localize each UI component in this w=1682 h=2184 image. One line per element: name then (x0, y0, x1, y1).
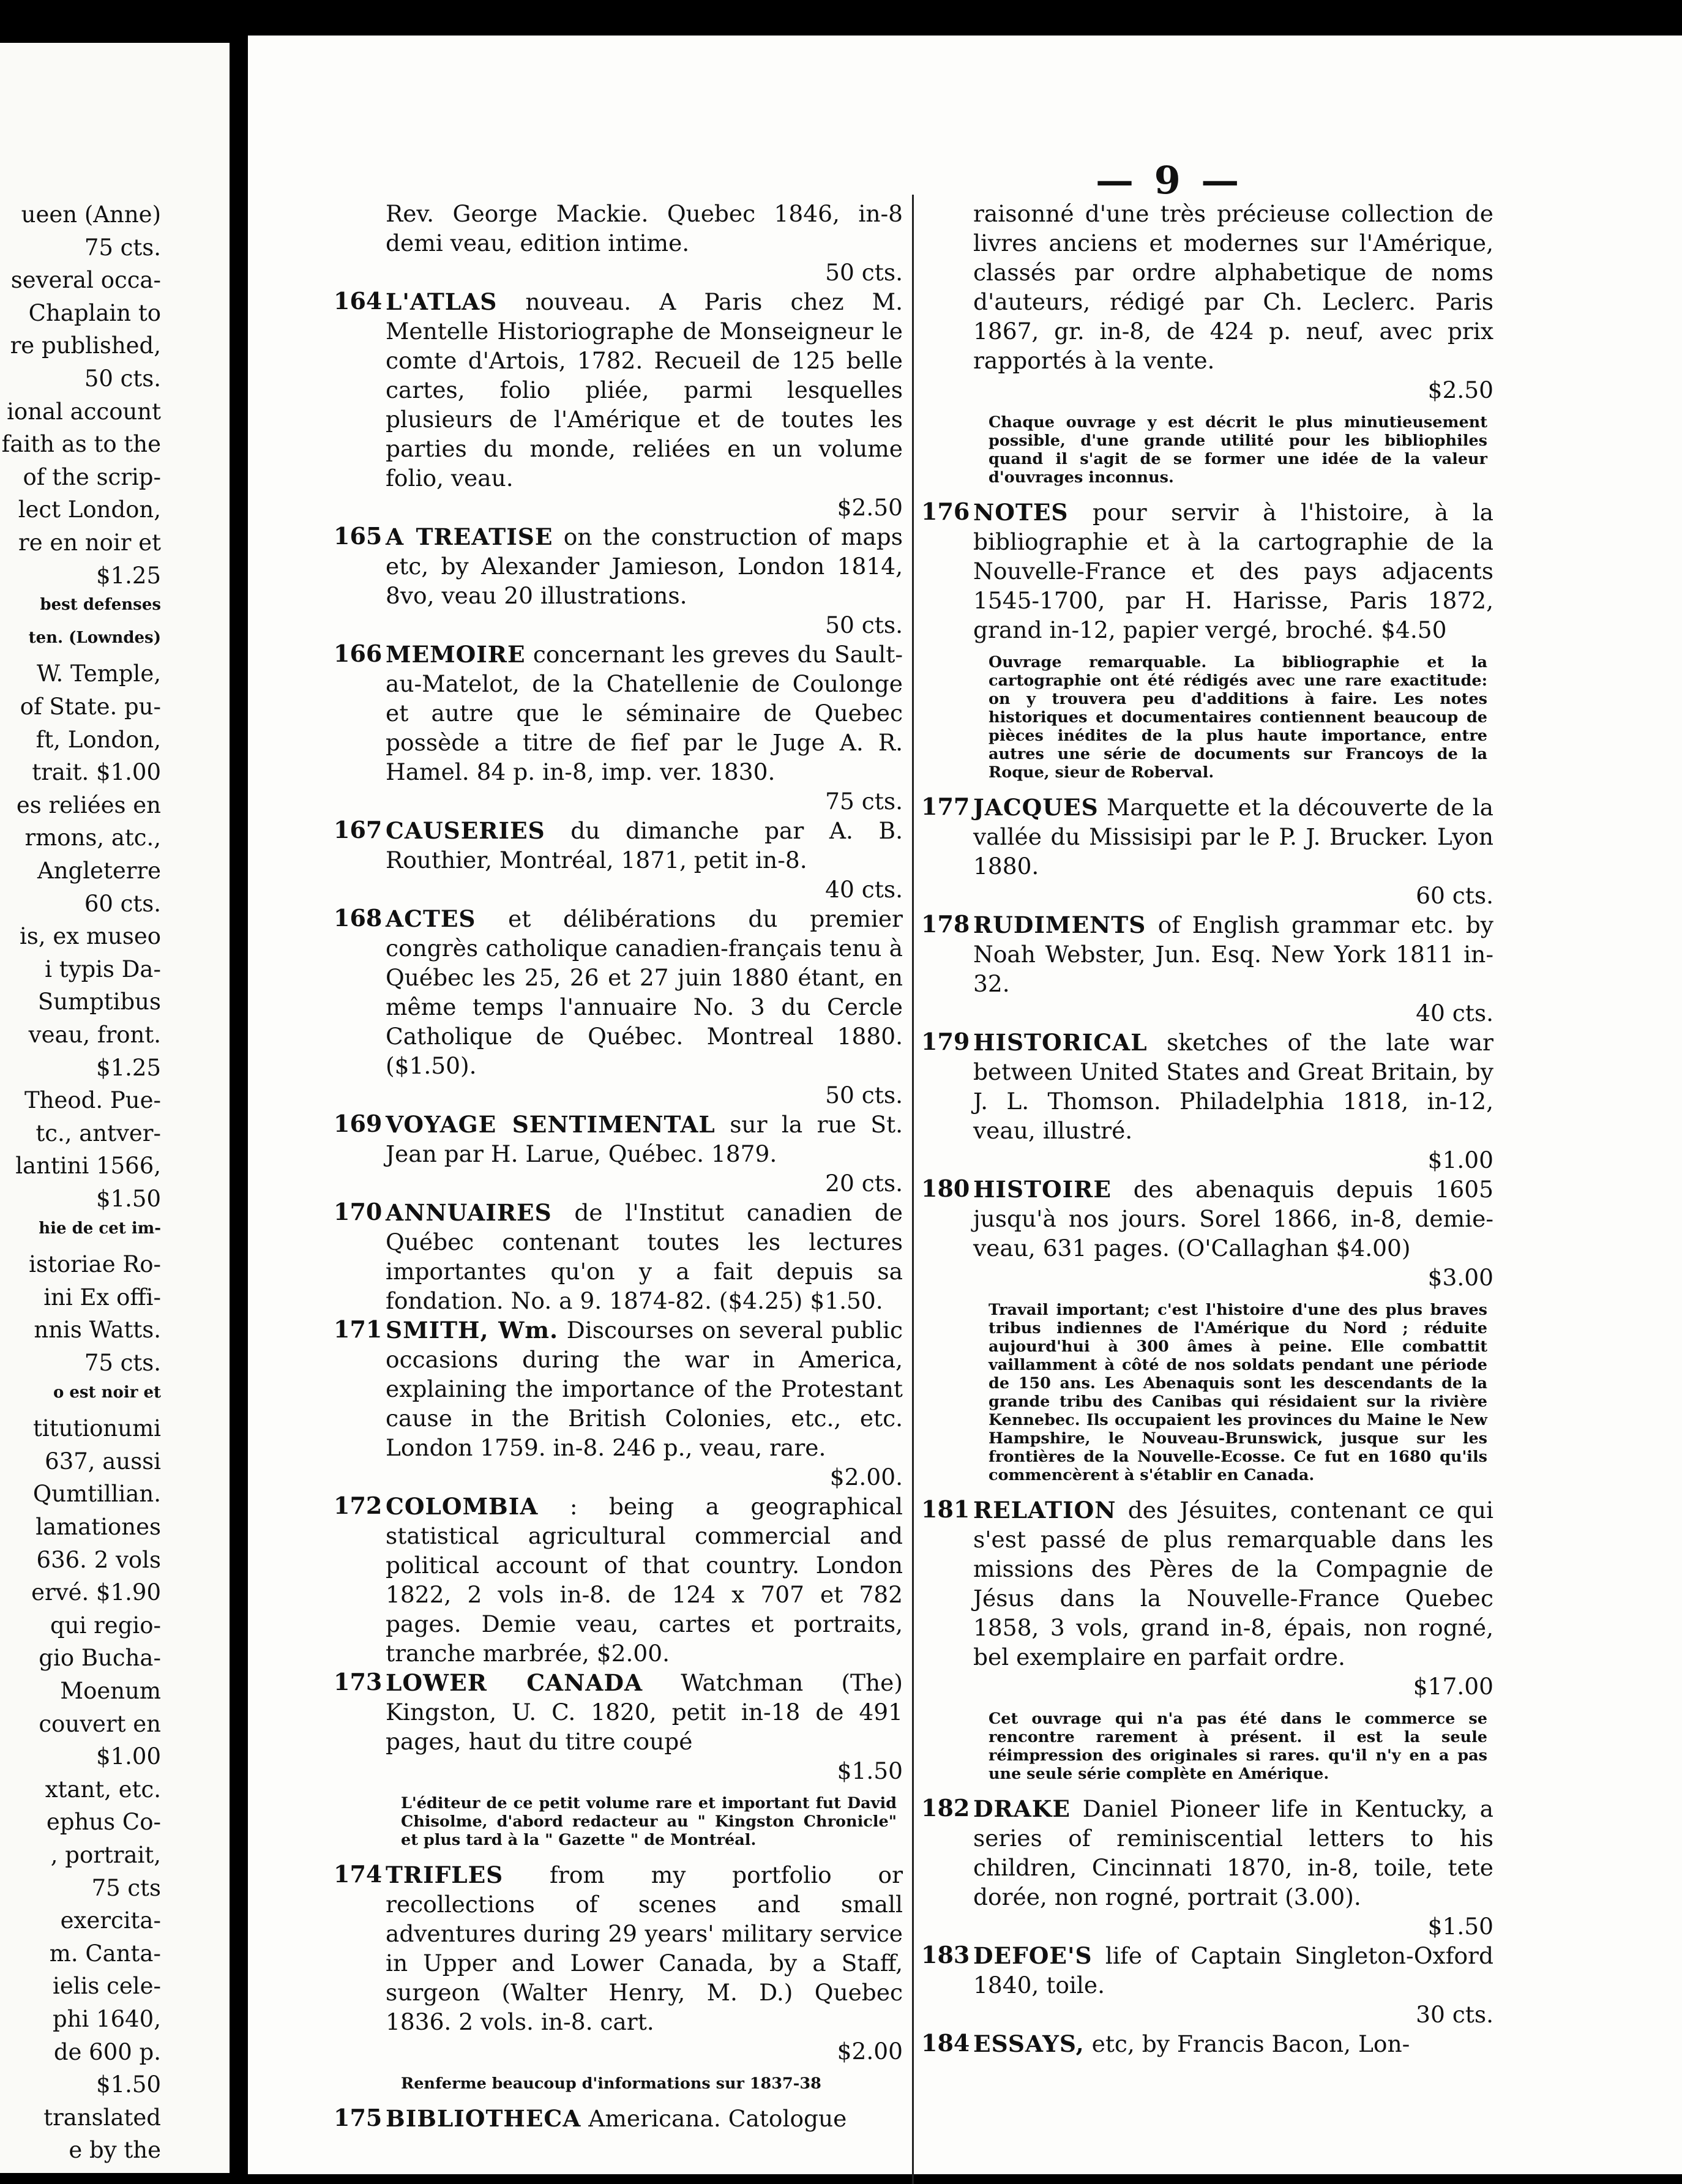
catalogue-entry (334, 1668, 903, 1786)
entry-note: Cet ouvrage qui n'a pas été dans le commerce se rencontre rarement à présent. il est la seule réimpression des originales si rares. qu'il n'y en a pas une seule série complète en Amérique. (989, 1710, 1487, 1783)
column-divider (912, 195, 914, 2184)
page-number: — 9 — (1096, 158, 1243, 203)
left-page-line: es reliées en (16, 791, 161, 818)
entry-number: 164 (334, 287, 383, 315)
left-page-line: e by the (69, 2137, 161, 2164)
entry-description: et délibérations du premier congrès catholique canadien-français tenu à Québec les 25, 26 et 27 juin 1880 étant, en même temps l'annuaire No. 3 du Cercle Catholique de Québec. Montreal 1880. ($1.50). (386, 905, 903, 1079)
entry-note: Ouvrage remarquable. La bibliographie et la cartographie ont été rédigés avec une rare exactitude: on y trouvera peu d'additions à faire. Les notes historiques et documentaires contiennent beaucoup de pièces inédites de la plus haute importance, entre autres une série de documents sur Francoys de la Roque, sieur de Roberval. (989, 653, 1487, 782)
entry-description: sketches of the late war between United States and Great Britain, by J. L. Thomson. Philadelphia 1818, in-12, veau, illustré. (973, 1029, 1493, 1144)
entry-number: 167 (334, 816, 383, 843)
entry-number: 181 (921, 1495, 970, 1523)
left-page-line: re en noir et (18, 529, 161, 556)
left-page-line: 637, aussi (45, 1448, 161, 1475)
left-page-line: several occa- (10, 267, 161, 294)
catalogue-entry (921, 910, 1493, 1028)
catalogue-entry (921, 498, 1493, 645)
left-page-line: couvert en (39, 1710, 161, 1737)
entry-note: Chaque ouvrage y est décrit le plus minutieusement possible, d'une grande utilité pour les bibliophiles quand il s'agit de se former une idée de la valeur d'ouvrages inconnus. (989, 413, 1487, 487)
catalogue-entry (334, 1492, 903, 1668)
entry-number: 178 (921, 910, 970, 938)
catalogue-entry (334, 1315, 903, 1492)
left-page-line: trait. $1.00 (32, 759, 161, 786)
catalogue-entry (334, 2104, 903, 2133)
entry-number: 172 (334, 1492, 383, 1519)
left-page-line: rmons, atc., (24, 825, 161, 851)
entry-heading: HISTOIRE (973, 1176, 1112, 1203)
entry-description: du dimanche par A. B. Routhier, Montréal, 1871, petit in-8. (386, 817, 903, 873)
left-page-line: of State. pu- (20, 694, 161, 720)
catalogue-entry (334, 904, 903, 1110)
entry-heading: A TREATISE (386, 523, 553, 550)
entry-number: 173 (334, 1668, 383, 1696)
catalogue-entry (921, 1495, 1493, 1701)
left-page-line: tc., antver- (36, 1120, 161, 1146)
entry-text (386, 1110, 903, 1198)
left-page-fragment (0, 43, 230, 2173)
catalogue-entry (334, 522, 903, 640)
entry-description: life of Captain Singleton-Oxford 1840, toile. (973, 1942, 1493, 1999)
left-page-line: Angleterre (37, 858, 161, 884)
price: $2.50 (837, 494, 903, 521)
entry-description: : being a geographical statistical agricultural commercial and political account of that country. London 1822, 2 vols in-8. de 124 x 707 et 782 pages. Demie veau, cartes et portraits, tranche marbrée, $2.00. (386, 1493, 903, 1667)
left-page-line: ephus Co- (46, 1809, 161, 1836)
entry-description: concernant les greves du Sault-au-Matelot, de la Chatellenie de Coulonge et autre que le séminaire de Quebec possède a titre de fief par le Juge A. R. Hamel. 84 p. in-8, imp. ver. 1830. (386, 641, 903, 785)
entry-text (973, 2029, 1493, 2059)
entry-number: 182 (921, 1794, 970, 1822)
entry-heading: COLOMBIA (386, 1493, 539, 1520)
left-page-line: m. Canta- (49, 1940, 161, 1967)
entry-description: pour servir à l'histoire, à la bibliographie et à la cartographie de la Nouvelle-France et des pays adjacents 1545-1700, par H. Harisse, Paris 1872, grand in-12, papier vergé, broché. $4.50 (973, 499, 1493, 643)
left-page-line: Moenum (60, 1678, 161, 1704)
price: $1.00 (1427, 1146, 1493, 1173)
catalogue-entry (921, 1028, 1493, 1175)
entry-number: 179 (921, 1028, 970, 1055)
entry-description: of English grammar etc. by Noah Webster, Jun. Esq. New York 1811 in-32. (973, 911, 1493, 997)
left-page-line: ini Ex offi- (43, 1284, 161, 1311)
left-page-line: $1.50 (96, 2071, 161, 2098)
left-page-line: Theod. Pue- (24, 1087, 161, 1114)
catalogue-entry (334, 816, 903, 904)
continuation-text: raisonné d'une très précieuse collection de livres anciens et modernes sur l'Amérique, classés par ordre alphabetique de noms d'auteurs, rédigé par Ch. Leclerc. Paris 1867, gr. in-8, de 424 p. neuf, avec prix rapportés à la vente. $2.50 (973, 200, 1493, 403)
catalogue-entry (334, 1860, 903, 2066)
left-page-line: 50 cts. (84, 365, 161, 392)
entry-number: 180 (921, 1175, 970, 1202)
entry-heading: ANNUAIRES (386, 1199, 552, 1226)
entry-text (386, 2104, 903, 2133)
entry-number: 184 (921, 2029, 970, 2057)
entry-number: 174 (334, 1860, 383, 1888)
entry-heading: JACQUES (973, 794, 1099, 821)
entry-heading: RELATION (973, 1497, 1116, 1524)
left-page-line: $1.50 (96, 1186, 161, 1212)
entry-text (386, 1492, 903, 1668)
entry-text (386, 1668, 903, 1786)
price: 40 cts. (825, 876, 903, 903)
price: 40 cts. (1416, 1000, 1493, 1027)
left-page-line: of the scrip- (23, 463, 161, 490)
entry-heading: CAUSERIES (386, 817, 545, 844)
entry-number: 177 (921, 793, 970, 820)
price: $2.00. (829, 1464, 903, 1490)
entry-heading: DRAKE (973, 1795, 1071, 1822)
left-page-line: Sumptibus (37, 989, 161, 1015)
left-page-line: W. Temple, (36, 660, 161, 687)
entry-heading: NOTES (973, 499, 1069, 526)
left-page-line: ielis cele- (53, 1973, 161, 2000)
entry-heading: BIBLIOTHECA (386, 2105, 581, 2132)
column-left (334, 199, 903, 2133)
price: $1.50 (837, 1757, 903, 1784)
entry-number: 171 (334, 1315, 383, 1343)
entry-text (973, 1941, 1493, 2029)
price: 60 cts. (1416, 882, 1493, 909)
entry-note: L'éditeur de ce petit volume rare et important fut David Chisolme, d'abord redacteur au " Kingston Chronicle" et plus tard à la " Gazette " de Montréal. (401, 1794, 897, 1849)
catalogue-entry (334, 287, 903, 522)
entry-heading: TRIFLES (386, 1861, 504, 1888)
entry-text (386, 522, 903, 640)
left-page-line: veau, front. (28, 1022, 161, 1048)
left-page-line: ervé. $1.90 (31, 1579, 161, 1606)
entry-number: 168 (334, 904, 383, 932)
left-page-line: lamationes (36, 1514, 161, 1540)
left-page-line: de 600 p. (53, 2038, 161, 2065)
entry-heading: L'ATLAS (386, 288, 498, 315)
entry-description: on the construction of maps etc, by Alexander Jamieson, London 1814, 8vo, veau 20 illustrations. (386, 523, 903, 609)
entry-description: de l'Institut canadien de Québec contenant toutes les lectures importantes qu'on y a fait depuis sa fondation. No. a 9. 1874-82. ($4.25) $1.50. (386, 1199, 903, 1314)
entry-description: Discourses on several public occasions during the war in America, explaining the importance of the Protestant cause in the British Colonies, etc., etc. London 1759. in-8. 246 p., veau, rare. (386, 1317, 903, 1461)
left-page-line: is, ex museo (20, 923, 161, 950)
left-page-line: 636. 2 vols (36, 1546, 161, 1573)
left-page-line: hie de cet im- (39, 1219, 161, 1238)
entry-text (386, 1198, 903, 1315)
entry-number: 176 (921, 498, 970, 525)
left-page-line: re published, (10, 332, 161, 359)
entry-number: 165 (334, 522, 383, 550)
price: $1.50 (1427, 1913, 1493, 1940)
catalogue-entry (921, 1794, 1493, 1941)
left-page-line: qui regio- (50, 1612, 161, 1639)
catalogue-entry (921, 1941, 1493, 2029)
price: $3.00 (1427, 1264, 1493, 1291)
left-page-line: 75 cts. (84, 1350, 161, 1376)
entry-number: 170 (334, 1198, 383, 1225)
left-page-line: ft, London, (36, 726, 161, 753)
left-page-line: , portrait, (50, 1842, 161, 1868)
entry-heading: ACTES (386, 905, 476, 932)
left-page-line: $1.25 (96, 562, 161, 589)
left-page-line: translated (43, 2104, 161, 2131)
left-page-line: 75 cts. (84, 234, 161, 261)
left-page-line: 75 cts (91, 1874, 161, 1901)
left-page-line: lantini 1566, (15, 1153, 161, 1180)
price: 75 cts. (825, 788, 903, 815)
left-page-line: i typis Da- (45, 956, 161, 982)
entry-description: des Jésuites, contenant ce qui s'est passé de plus remarquable dans les missions des Pères de la Compagnie de Jésus dans la Nouvelle-France Quebec 1858, 3 vols, grand in-8, épais, non rogné, bel exemplaire en parfait ordre. (973, 1497, 1493, 1670)
entry-text (973, 1794, 1493, 1941)
entry-text (386, 904, 903, 1110)
entry-heading: ESSAYS, (973, 2030, 1085, 2057)
entry-description: from my portfolio or recollections of scenes and small adventures during 29 years' military service in Upper and Lower Canada, by a Staff, surgeon (Walter Henry, M. D.) Quebec 1836. 2 vols. in-8. cart. (386, 1861, 903, 2035)
left-page-line: 60 cts. (84, 890, 161, 917)
entry-heading: DEFOE'S (973, 1942, 1093, 1969)
entry-description: etc, by Francis Bacon, Lon- (1084, 2030, 1410, 2057)
price: 50 cts. (825, 611, 903, 638)
price: 30 cts. (1416, 2001, 1493, 2028)
left-page-line: phi 1640, (52, 2006, 161, 2032)
left-page-line: gio Bucha- (39, 1645, 161, 1672)
left-page-line: nnis Watts. (34, 1317, 161, 1344)
price: $2.00 (837, 2038, 903, 2065)
left-page-line: faith as to the (1, 431, 161, 458)
price: 20 cts. (825, 1170, 903, 1197)
entry-text (386, 816, 903, 904)
entry-heading: RUDIMENTS (973, 911, 1146, 938)
catalogue-entry (334, 1110, 903, 1198)
entry-number: 166 (334, 640, 383, 667)
price: 50 cts. (825, 1082, 903, 1109)
left-page-line: $1.00 (96, 1743, 161, 1770)
catalogue-entry (921, 793, 1493, 910)
left-page-line: ueen (Anne) (21, 201, 161, 228)
entry-note: Renferme beaucoup d'informations sur 1837-38 (401, 2074, 821, 2093)
entry-text (386, 1315, 903, 1492)
entry-number: 169 (334, 1110, 383, 1137)
entry-heading: MEMOIRE (386, 641, 526, 668)
catalogue-entry (334, 640, 903, 816)
price: $17.00 (1413, 1673, 1493, 1700)
entry-description: Americana. Catologue (581, 2105, 847, 2132)
entry-number: 183 (921, 1941, 970, 1969)
left-page-line: istoriae Ro- (29, 1251, 161, 1278)
price: 50 cts. (825, 259, 903, 286)
entry-text (386, 640, 903, 816)
entry-description: Daniel Pioneer life in Kentucky, a series of reminiscential letters to his children, Cincinnati 1870, in-8, toile, tete dorée, non rogné, portrait (3.00). (973, 1795, 1493, 1910)
entry-number: 175 (334, 2104, 383, 2131)
left-page-line: ten. (Lowndes) (28, 628, 161, 647)
entry-text (973, 498, 1493, 645)
price: $2.50 (1427, 376, 1493, 403)
entry-text (973, 1028, 1493, 1175)
entry-text (973, 1175, 1493, 1292)
left-page-line: best defenses (40, 596, 161, 615)
left-page-line: titutionumi (33, 1415, 161, 1442)
left-page-line: $1.25 (96, 1054, 161, 1081)
entry-description: Watchman (The) Kingston, U. C. 1820, petit in-18 de 491 pages, haut du titre coupé (386, 1669, 903, 1755)
entry-text (386, 1860, 903, 2066)
left-page-line: lect London, (18, 496, 161, 523)
entry-heading: VOYAGE SENTIMENTAL (386, 1111, 716, 1138)
entry-heading: SMITH, Wm. (386, 1317, 559, 1344)
entry-text (973, 1495, 1493, 1701)
entry-description: nouveau. A Paris chez M. Mentelle Historiographe de Monseigneur le comte d'Artois, 1782. Recueil de 125 belle cartes, folio pliée, parmi lesquelles plusieurs de l'Amérique et de toutes les parties du monde, reliées en un volume folio, veau. (386, 288, 903, 492)
entry-note: Travail important; c'est l'histoire d'une des plus braves tribus indiennes de l'Amérique du Nord ; réduite aujourd'hui à 300 âmes à peine. Elle combattit vaillamment à côté de nos soldats pendant une période de 150 ans. Les Abenaquis sont les descendants de la grande tribu des Canibas qui résidaient sur la rivière Kennebec. Ils occupaient les provinces du Maine le New Hampshire, le Nouveau-Brunswick, jusque sur les frontières de la Nouvelle-Ecosse. Ce fut en 1680 qu'ils commencèrent à s'établir en Canada. (989, 1301, 1487, 1484)
left-page-line: exercita- (60, 1907, 161, 1934)
left-page-line: o est noir et (53, 1383, 161, 1402)
entry-heading: LOWER CANADA (386, 1669, 643, 1696)
left-page-line: xtant, etc. (45, 1776, 161, 1803)
entry-text (973, 910, 1493, 1028)
entry-text (973, 793, 1493, 910)
left-page-line: Chaplain to (28, 299, 161, 326)
entry-description: sur la rue St. Jean par H. Larue, Québec. 1879. (386, 1111, 903, 1167)
continuation-text: Rev. George Mackie. Quebec 1846, in-8 demi veau, edition intime. 50 cts. (386, 200, 903, 286)
catalogue-entry (334, 1198, 903, 1315)
catalogue-entry (921, 2029, 1493, 2059)
catalogue-entry (921, 1175, 1493, 1292)
entry-heading: HISTORICAL (973, 1029, 1148, 1056)
entry-description: Marquette et la découverte de la vallée du Missisipi par le P. J. Brucker. Lyon 1880. (973, 794, 1493, 880)
entry-description: des abenaquis depuis 1605 jusqu'à nos jours. Sorel 1866, in-8, demie-veau, 631 pages. (O'Callaghan $4.00) (973, 1176, 1493, 1262)
column-right (921, 199, 1493, 2059)
entry-text (386, 287, 903, 522)
left-page-line: Qumtillian. (32, 1481, 161, 1508)
left-page-line: ional account (7, 398, 161, 425)
